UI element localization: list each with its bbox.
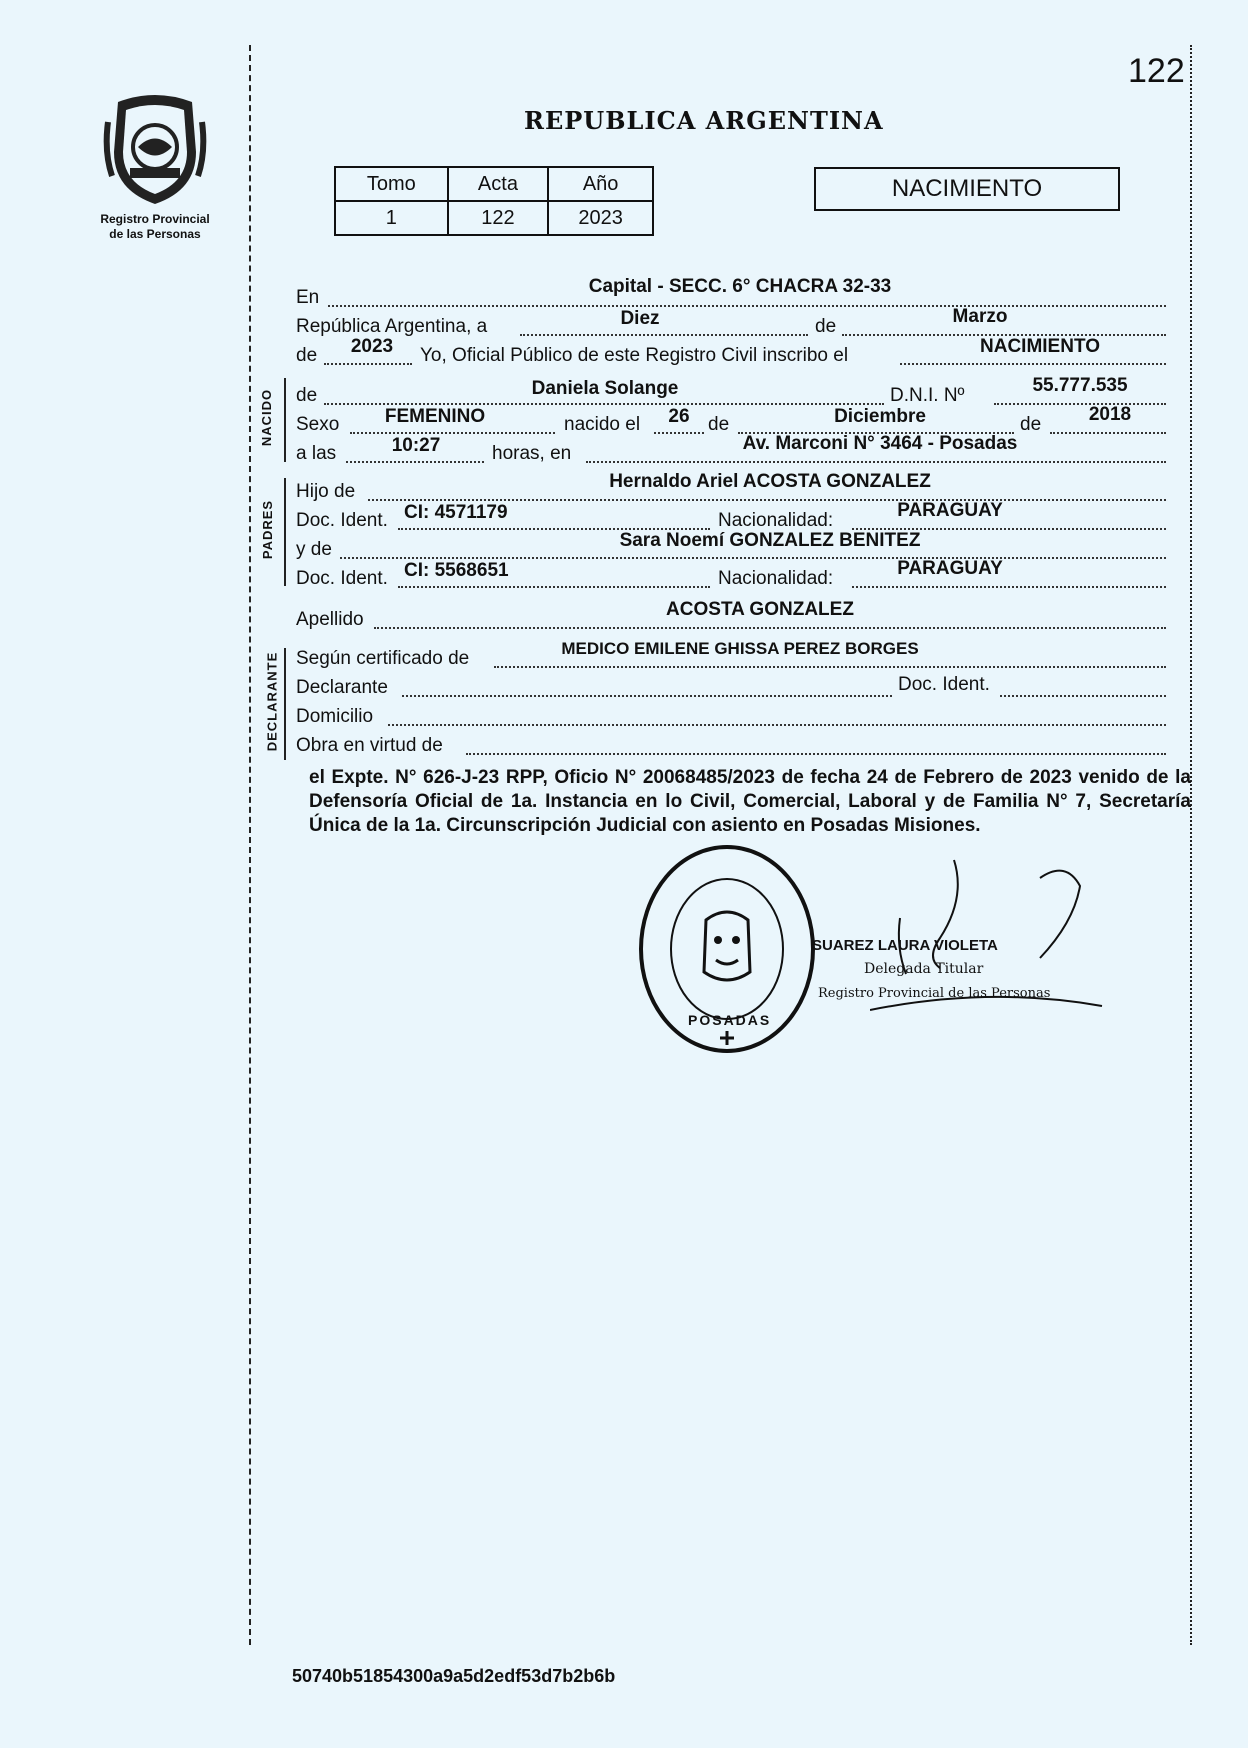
right-margin-line [1190, 45, 1192, 1645]
value-madre-doc: CI: 5568651 [404, 560, 509, 581]
dots-madre-doc [398, 586, 710, 588]
dots-certificado [494, 666, 1166, 668]
logo-caption-line2: de las Personas [109, 227, 201, 241]
value-dni: 55.777.535 [1032, 375, 1128, 396]
dots-hora [346, 461, 484, 463]
label-declarante: Declarante [296, 677, 388, 698]
provincial-seal-logo [100, 92, 210, 207]
value-dia-letras: Diez [620, 308, 660, 329]
label-y-de: y de [296, 539, 332, 560]
value-mes: Marzo [952, 306, 1008, 327]
dots-padre [368, 499, 1166, 501]
page-number: 122 [1128, 52, 1185, 90]
dots-declarante [402, 695, 892, 697]
value-padre: Hernaldo Ariel ACOSTA GONZALEZ [609, 471, 931, 492]
header-acta: Acta [448, 167, 549, 201]
value-nac-mes: Diciembre [834, 406, 926, 427]
value-acta: 122 [448, 201, 549, 235]
label-doc-ident-1: Doc. Ident. [296, 510, 388, 531]
document-hash: 50740b51854300a9a5d2edf53d7b2b6b [292, 1666, 616, 1686]
dots-obra [466, 753, 1166, 755]
value-lugar-nac: Av. Marconi N° 3464 - Posadas [742, 433, 1018, 454]
value-certificado: MEDICO EMILENE GHISSA PEREZ BORGES [561, 639, 919, 658]
dots-acto [900, 363, 1166, 365]
side-label-padres: PADRES [260, 499, 276, 560]
label-de-year: de [296, 345, 318, 366]
left-margin-line [249, 45, 251, 1645]
label-de-mes: de [815, 316, 837, 337]
label-obra: Obra en virtud de [296, 735, 443, 756]
signer-name: SUAREZ LAURA VIOLETA [812, 937, 998, 954]
value-madre-nac: PARAGUAY [897, 558, 1003, 579]
header-anio: Año [548, 167, 653, 201]
dots-apellido [374, 627, 1166, 629]
dots-madre [340, 557, 1166, 559]
side-label-nacido: NACIDO [259, 388, 275, 447]
value-padre-nac: PARAGUAY [897, 500, 1003, 521]
label-doc-ident-2: Doc. Ident. [296, 568, 388, 589]
dots-lugar-nac [586, 461, 1166, 463]
label-de-nombre: de [296, 385, 318, 406]
label-sexo: Sexo [296, 414, 340, 435]
label-dni: D.N.I. Nº [890, 385, 965, 406]
declarante-group-bracket [284, 648, 286, 760]
label-nacido-el: nacido el [564, 414, 641, 435]
value-nac-dia: 26 [668, 406, 690, 427]
value-hora: 10:27 [391, 435, 441, 456]
value-lugar: Capital - SECC. 6° CHACRA 32-33 [588, 276, 892, 297]
label-yo: Yo, Oficial Público de este Registro Civil inscribo el [420, 345, 849, 366]
label-nacionalidad-1: Nacionalidad: [718, 510, 834, 531]
dots-doc-declarante [1000, 695, 1166, 697]
value-sexo: FEMENINO [384, 406, 486, 427]
value-nombre: Daniela Solange [531, 378, 679, 399]
act-type-box: NACIMIENTO [814, 167, 1120, 211]
label-republica: República Argentina, a [296, 316, 488, 337]
dots-lugar [328, 305, 1166, 307]
observations-text: el Expte. N° 626-J-23 RPP, Oficio N° 20068485/2023 de fecha 24 de Febrero de 2023 venido de la Defensoría Oficial de 1a. Instancia en lo Civil, Comercial, Laboral y de Familia N° 7, Secretaría Única de la 1a. Circunscripción Judicial con asiento en Posadas Misiones. [309, 767, 1191, 836]
dots-dia [520, 334, 808, 336]
label-domicilio: Domicilio [296, 706, 374, 727]
dots-madre-nac [852, 586, 1166, 588]
label-hijo-de: Hijo de [296, 481, 356, 502]
label-segun: Según certificado de [296, 648, 470, 669]
label-de-dia: de [708, 414, 730, 435]
value-madre: Sara Noemí GONZALEZ BENITEZ [619, 530, 921, 551]
value-tomo: 1 [335, 201, 448, 235]
dots-domicilio [388, 724, 1166, 726]
dots-nombre [324, 403, 884, 405]
value-anio: 2023 [548, 201, 653, 235]
value-nac-anio: 2018 [1088, 404, 1132, 425]
header-tomo: Tomo [335, 167, 448, 201]
label-apellido: Apellido [296, 609, 364, 630]
logo-caption-line1: Registro Provincial [100, 212, 210, 226]
document-title: REPUBLICA ARGENTINA [524, 106, 884, 135]
dots-sexo [350, 432, 555, 434]
label-nacionalidad-2: Nacionalidad: [718, 568, 834, 589]
official-stamp [636, 842, 818, 1056]
signer-office: Registro Provincial de las Personas [818, 986, 1051, 1001]
label-doc-ident-declarante: Doc. Ident. [898, 674, 990, 695]
value-acto: NACIMIENTO [980, 336, 1100, 357]
signer-role: Delegada Titular [864, 961, 984, 977]
side-label-declarante: DECLARANTE [264, 651, 280, 752]
reference-table [334, 166, 654, 236]
label-de-anio: de [1020, 414, 1042, 435]
value-apellido: ACOSTA GONZALEZ [666, 599, 854, 620]
label-en: En [296, 287, 320, 308]
value-anio: 2023 [350, 336, 394, 357]
dots-anio [324, 363, 412, 365]
label-horas-en: horas, en [492, 443, 572, 464]
value-padre-doc: CI: 4571179 [404, 502, 508, 523]
logo-caption [75, 212, 235, 242]
nacido-group-bracket [284, 378, 286, 462]
stamp-city: POSADAS [688, 1012, 772, 1028]
label-a-las: a las [296, 443, 337, 464]
padres-group-bracket [284, 478, 286, 586]
